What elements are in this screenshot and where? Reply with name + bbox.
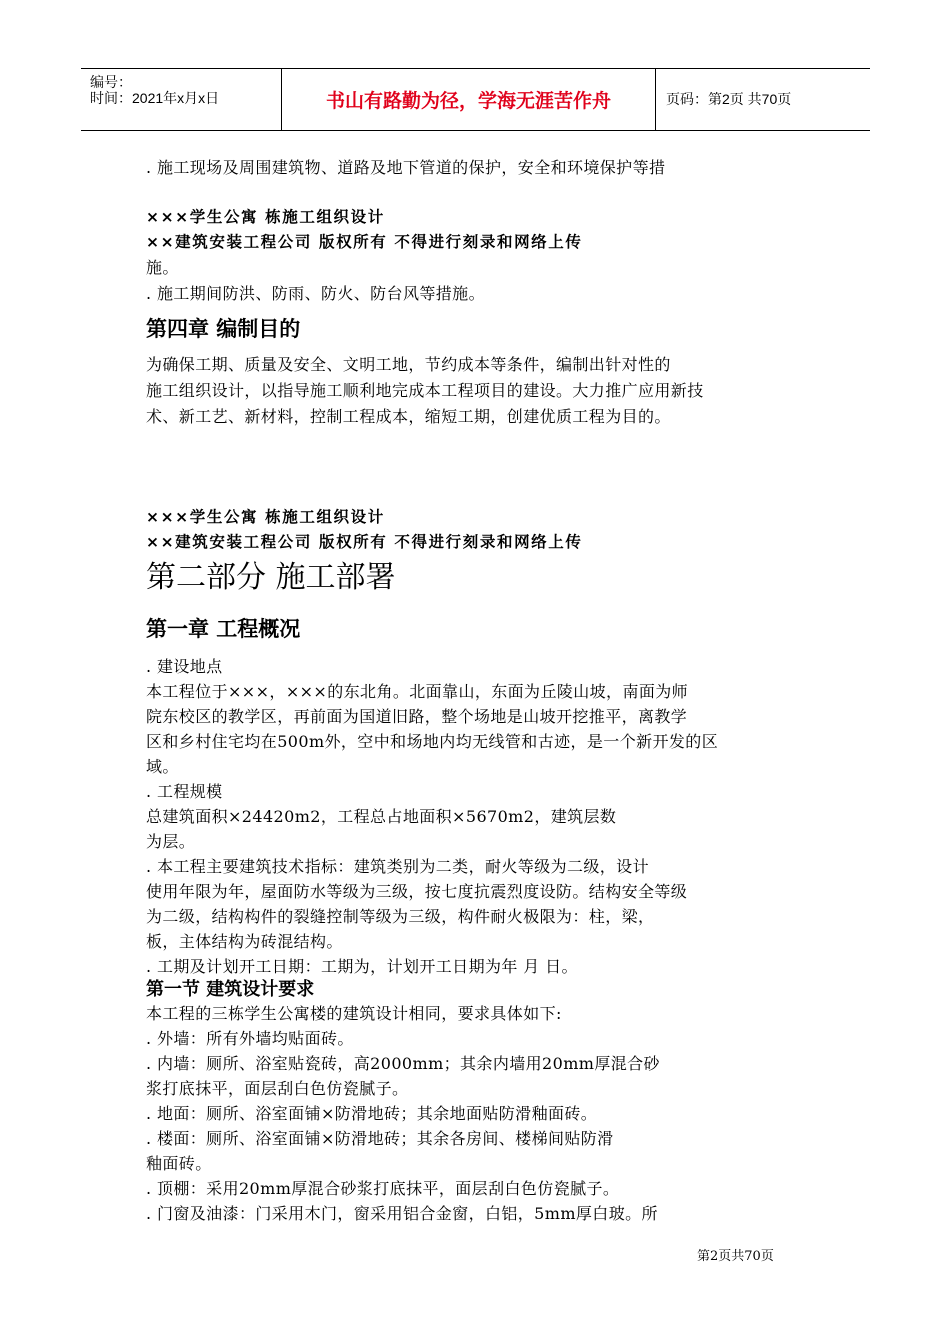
header-meta-cell xyxy=(81,69,281,130)
footer-page-number: 第2页共70页 xyxy=(697,1249,774,1264)
chapter-4-line: 施工组织设计，以指导施工顺利地完成本工程项目的建设。大力推广应用新技 xyxy=(146,381,704,400)
watermark-line-1: ×××学生公寓 栋施工组织设计 xyxy=(146,508,385,526)
location-line: 域。 xyxy=(146,757,179,776)
watermark-line-2: ××建筑安装工程公司 版权所有 不得进行刻录和网络上传 xyxy=(146,233,583,251)
design-requirement-line: . 顶棚：采用20mm厚混合砂浆打底抹平，面层刮白色仿瓷腻子。 xyxy=(146,1179,620,1198)
header-motto: 书山有路勤为径，学海无涯苦作舟 xyxy=(325,90,611,112)
measure-item-protection: . 施工现场及周围建筑物、道路及地下管道的保护，安全和环境保护等措 xyxy=(146,158,666,177)
tech-spec-line: 为二级，结构构件的裂缝控制等级为三级，构件耐火极限为：柱，梁， xyxy=(146,907,655,926)
header-motto-cell xyxy=(281,69,656,130)
chapter-1-title: 第一章 工程概况 xyxy=(146,617,301,641)
scale-heading: . 工程规模 xyxy=(146,782,223,801)
header-page-number: 页码：第2页 共70页 xyxy=(666,91,792,107)
measure-item-weather: . 施工期间防洪、防雨、防火、防台风等措施。 xyxy=(146,284,485,303)
design-requirement-line: . 外墙：所有外墙均贴面砖。 xyxy=(146,1029,354,1048)
design-requirement-line: . 楼面：厕所、浴室面铺×防滑地砖；其余各房间、楼梯间贴防滑 xyxy=(146,1129,614,1148)
scale-line: 总建筑面积×24420m2，工程总占地面积×5670m2，建筑层数 xyxy=(146,807,617,826)
watermark-line-2: ××建筑安装工程公司 版权所有 不得进行刻录和网络上传 xyxy=(146,533,583,551)
header-page-cell xyxy=(655,69,870,130)
design-requirement-line: . 地面：厕所、浴室面铺×防滑地砖；其余地面贴防滑釉面砖。 xyxy=(146,1104,598,1123)
location-line: 院东校区的教学区，再前面为国道旧路，整个场地是山坡开挖推平，离教学 xyxy=(146,707,688,726)
measure-item-protection-cont: 施。 xyxy=(146,258,179,277)
location-line: 本工程位于×××，×××的东北角。北面靠山，东面为丘陵山坡，南面为师 xyxy=(146,682,689,701)
schedule-line: . 工期及计划开工日期：工期为，计划开工日期为年 月 日。 xyxy=(146,957,578,976)
tech-spec-line: 板，主体结构为砖混结构。 xyxy=(146,932,343,951)
design-requirement-line: . 内墙：厕所、浴室贴瓷砖，高2000mm；其余内墙用20mm厚混合砂 xyxy=(146,1054,660,1073)
document-number-label: 编号： xyxy=(90,74,132,90)
location-heading: . 建设地点 xyxy=(146,657,223,676)
section-1-title: 第一节 建筑设计要求 xyxy=(146,979,315,1000)
scale-line: 为层。 xyxy=(146,832,196,851)
document-date-label: 时间：2021年x月x日 xyxy=(90,90,220,106)
tech-spec-line: . 本工程主要建筑技术指标：建筑类别为二类，耐火等级为二级，设计 xyxy=(146,857,649,876)
watermark-line-1: ×××学生公寓 栋施工组织设计 xyxy=(146,208,385,226)
chapter-4-title: 第四章 编制目的 xyxy=(146,317,301,341)
part-2-title: 第二部分 施工部署 xyxy=(146,560,396,595)
design-requirement-line: 釉面砖。 xyxy=(146,1154,212,1173)
design-requirement-line: 本工程的三栋学生公寓楼的建筑设计相同，要求具体如下: xyxy=(146,1004,562,1023)
chapter-4-line: 术、新工艺、新材料，控制工程成本，缩短工期，创建优质工程为目的。 xyxy=(146,407,671,426)
tech-spec-line: 使用年限为年，屋面防水等级为三级，按七度抗震烈度设防。结构安全等级 xyxy=(146,882,688,901)
design-requirement-line: . 门窗及油漆：门采用木门，窗采用铝合金窗，白铝，5mm厚白玻。所 xyxy=(146,1204,658,1223)
chapter-4-line: 为确保工期、质量及安全、文明工地，节约成本等条件，编制出针对性的 xyxy=(146,355,671,374)
design-requirement-line: 浆打底抹平，面层刮白色仿瓷腻子。 xyxy=(146,1079,409,1098)
document-header xyxy=(81,68,870,131)
location-line: 区和乡村住宅均在500m外，空中和场地内均无线管和古迹，是一个新开发的区 xyxy=(146,732,719,751)
